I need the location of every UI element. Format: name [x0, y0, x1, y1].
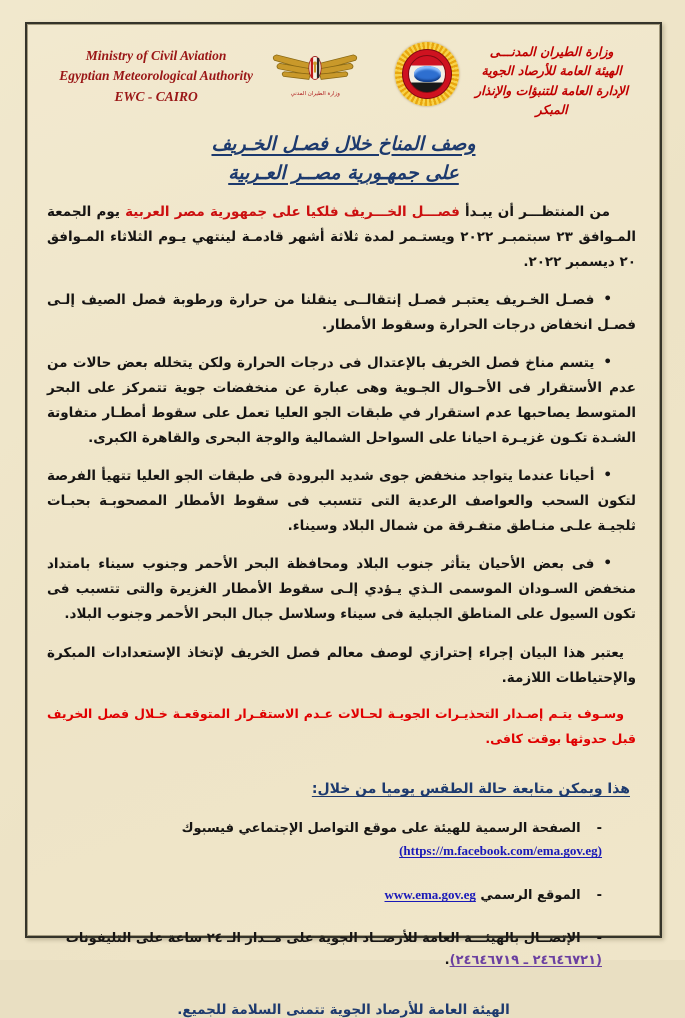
warning-paragraph: وسـوف يتـم إصـدار التحذيـرات الجويـة لحـالات عـدم الاستقـرار المتوقعـة خـلال فصل الخريف قبل حدوثها بوقت كافى. — [47, 706, 636, 747]
phone-numbers-link[interactable]: (٢٤٦٤٦٧٢١ ـ ٢٤٦٤٦٧١٩) — [449, 953, 602, 969]
list-item-facebook — [57, 818, 602, 863]
website-link[interactable]: www.ema.gov.eg — [384, 887, 476, 903]
bullet-icon: • — [603, 467, 612, 484]
ema-sun-logo-icon — [395, 42, 459, 106]
document-body — [47, 200, 636, 751]
bullet-text: فى بعض الأحيان يتأثر جنوب البلاد ومحافظة البحر الأحمر وجنوب سيناء بامتداد منخفض السـودان الموسمى الـذي يـؤدي إلـى سقوط الأمطار الغزيرة والتى تتسبب فى تكون السيول على المناطق الجبلية فى سيناء وسلاسل جبال البحر الأحمر وجنوب البلاد. — [47, 556, 636, 623]
title-line-1: وصف المناخ خلال فصـل الخـريف — [211, 132, 476, 155]
department-name-ar: الإدارة العامة للتنبؤات والإنذار المبكر — [475, 82, 629, 118]
arabic-letterhead — [459, 42, 644, 120]
civil-aviation-wings-logo-icon — [269, 51, 361, 97]
document-frame — [25, 22, 662, 1018]
website-item-text: الموقع الرسمي — [475, 888, 581, 904]
phones-item-text: الإتصــال بالهيئـــة العامة للأرصــاد الجوية على مــدار الـ ٢٤ ساعة على التليفونات — [65, 931, 581, 947]
wings-logo-caption: وزارة الطيران المدني — [290, 90, 340, 97]
letterhead — [43, 38, 644, 120]
bullet-item-cold-trough — [47, 464, 636, 539]
document-title — [43, 130, 644, 189]
ministry-name-ar: وزارة الطيران المدنـــى — [489, 44, 614, 59]
dash-icon: - — [596, 931, 602, 947]
dash-icon: - — [596, 888, 602, 904]
facebook-link[interactable]: (https://m.facebook.com/ema.gov.eg) — [399, 843, 602, 859]
list-item-website — [57, 884, 602, 907]
dash-icon: - — [596, 821, 602, 837]
wings-icon — [269, 51, 361, 91]
title-line-2: على جمهـورية مصــر العـربية — [228, 161, 459, 184]
intro-rest: يوم الجمعة المـوافق ٢٣ سبتمبـر ٢٠٢٢ ويستـمر لمدة ثلاثة أشهر قادمـة لينتهي يـوم الثلاثاء المـوافق ٢٠ ديسمبر ٢٠٢٢. — [47, 204, 636, 271]
cloud-icon — [414, 66, 441, 82]
ministry-name-en: Ministry of Civil Aviation — [85, 48, 227, 63]
authority-name-en: Egyptian Meteorological Authority — [59, 68, 253, 84]
intro-highlight: فصـــل الخـــريف فلكيا على جمهورية مصر العربية — [125, 204, 460, 221]
english-letterhead — [43, 46, 269, 107]
sun-flag-center-icon — [408, 55, 446, 93]
bullet-text: يتسم مناخ فصل الخريف بالإعتدال فى درجات الحرارة ولكن يتخلله بعض حالات من عدم الأستقرار فى الأحـوال الجـوية وهى عبارة عن منخفضات جوية تتمركز على البحر المتوسط يصاحبها عدم استقرار في طبقات الجو العليا تعمل على سقوط أمطـار متفاوتة الشـدة تكـون غزيـرة احيانا على السواحل الشمالية والوجة البحرى والقاهرة الكبرى. — [47, 355, 636, 447]
facebook-item-text: الصفحة الرسمية للهيئة على موقع التواصل الإجتماعي فيسبوك — [181, 821, 581, 837]
bullet-icon: • — [603, 291, 612, 308]
bullet-icon: • — [603, 354, 612, 371]
bullet-text: فصـل الخـريف يعتبـر فصـل إنتقالــى ينقلنا من حرارة ورطوبة فصل الصيف إلـى فصـل انخفاض درجات الحرارة وسقوط الأمطار. — [47, 292, 636, 334]
bullet-icon: • — [603, 555, 612, 572]
authority-name-ar: الهيئة العامة للأرصاد الجوية — [481, 63, 622, 79]
intro-lead: من المنتظـــر أن يبـدأ — [459, 204, 610, 221]
precaution-paragraph: يعتبر هذا البيان إجراء إحترازي لوصف معالم فصل الخريف لإتخاذ الإستعدادات المبكرة والإحتياطات اللازمة. — [47, 645, 636, 687]
bullet-item-sudan-monsoon — [47, 552, 636, 627]
bullet-item-transition-season — [47, 288, 636, 338]
ewc-cairo-label: EWC - CAIRO — [114, 88, 198, 104]
logo-group — [269, 42, 459, 106]
list-item-phones — [57, 928, 602, 972]
bullet-item-instability — [47, 351, 636, 451]
closing-wish-line: الهيئة العامة للأرصاد الجوية تتمنى السلامة للجميع. — [177, 1002, 510, 1018]
phones-item-suffix: . — [444, 953, 450, 969]
bullet-text: أحيانا عندما يتواجد منخفض جوى شديد البرودة فى طبقات الجو العليا تتهيأ الفرصة لتكون السحب والعواصف الرعدية التى تتسبب فى سقوط الأمطار المصحوبـة بحبـات ثلجيـة علـى منـاطق متفـرقة من شمال البلاد وسيناء. — [47, 468, 636, 535]
intro-paragraph — [47, 200, 636, 275]
follow-weather-heading: هذا ويمكن متابعة حالة الطقس يوميا من خلال: — [311, 781, 630, 798]
